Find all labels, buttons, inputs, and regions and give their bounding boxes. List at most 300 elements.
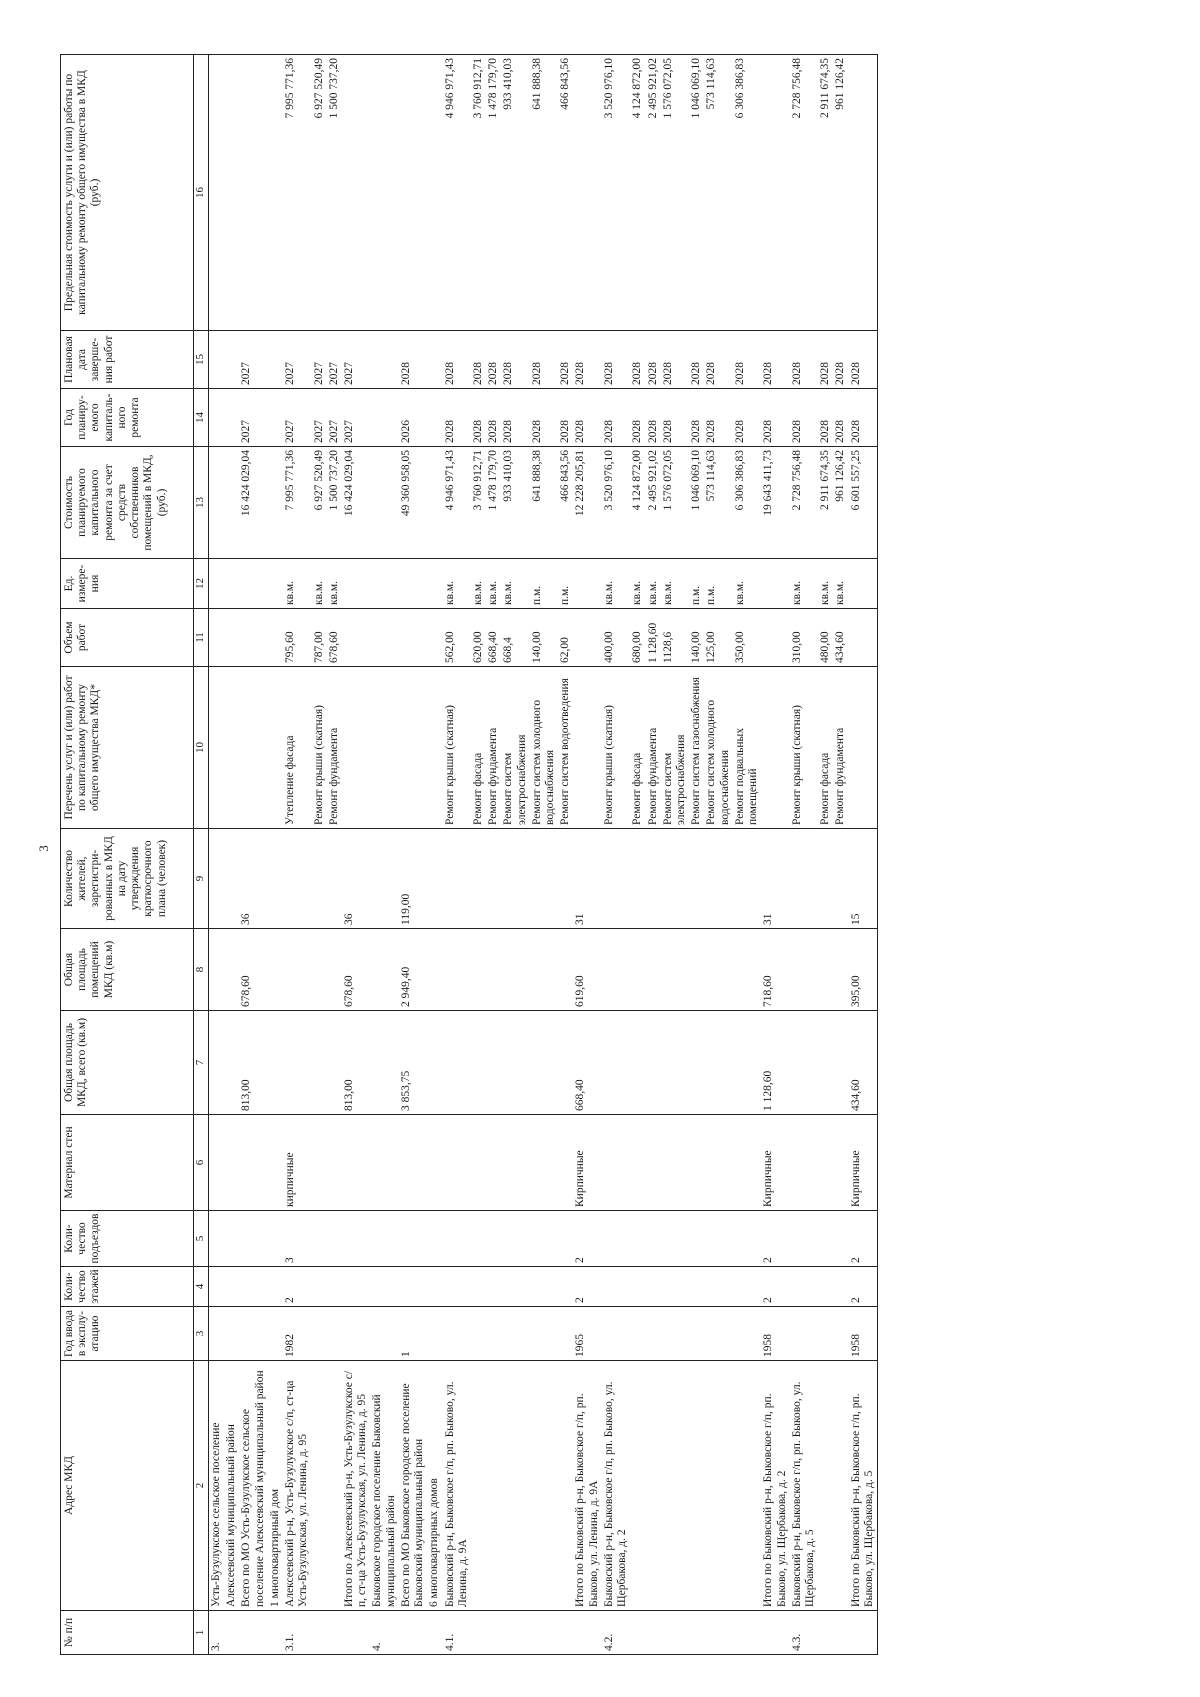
table-cell-col-3: 1965 bbox=[573, 1307, 601, 1361]
table-cell-col-15: 2028 bbox=[689, 331, 704, 389]
table-cell-col-15 bbox=[427, 331, 442, 389]
table-cell-col-9: 31 bbox=[573, 829, 601, 929]
table-cell-col-2: Всего по МО Усть-Бузулукское сельское поселение Алексеевский муниципальный район bbox=[239, 1361, 267, 1611]
table-cell-col-7 bbox=[443, 1011, 471, 1115]
table-cell-col-10 bbox=[370, 667, 398, 829]
table-cell-col-12: кв.м. bbox=[818, 559, 833, 609]
table-cell-col-1 bbox=[661, 1611, 689, 1655]
table-cell-col-10: Ремонт подвальных помещений bbox=[733, 667, 761, 829]
table-cell-col-7 bbox=[602, 1011, 630, 1115]
table-cell-col-6 bbox=[558, 1115, 573, 1211]
table-cell-col-10: Ремонт фасада bbox=[818, 667, 833, 829]
column-header-10: Перечень услуг и (или) работ по капитальному ремонту общего имущества МКД* bbox=[61, 667, 194, 829]
table-cell-col-3 bbox=[501, 1307, 529, 1361]
column-number-16: 16 bbox=[194, 55, 209, 331]
table-cell-col-12: кв.м. bbox=[630, 559, 645, 609]
table-cell-col-14: 2028 bbox=[818, 389, 833, 447]
table-cell-col-9: 31 bbox=[761, 829, 789, 929]
table-cell-col-16: 641 888,38 bbox=[530, 55, 558, 331]
table-cell-col-9 bbox=[646, 829, 661, 929]
column-header-7: Общая площадь МКД, всего (кв.м) bbox=[61, 1011, 194, 1115]
table-cell-col-16 bbox=[399, 55, 427, 331]
table-cell-col-1 bbox=[530, 1611, 558, 1655]
table-cell-col-13: 16 424 029,04 bbox=[342, 447, 370, 559]
column-number-2: 2 bbox=[194, 1361, 209, 1611]
table-cell-col-2: 1 многоквартирный дом bbox=[268, 1361, 283, 1611]
table-cell-col-15: 2027 bbox=[327, 331, 342, 389]
table-cell-col-11 bbox=[573, 609, 601, 667]
table-cell-col-10: Ремонт крыши (скатная) bbox=[602, 667, 630, 829]
table-cell-col-2: Итого по Быковский р-н, Быковское г/п, рп. Быково, ул. Ленина, д. 9А bbox=[573, 1361, 601, 1611]
table-cell-col-10 bbox=[342, 667, 370, 829]
table-cell-col-1 bbox=[558, 1611, 573, 1655]
table-cell-col-10 bbox=[268, 667, 283, 829]
table-cell-col-15: 2028 bbox=[471, 331, 486, 389]
table-cell-col-13 bbox=[209, 447, 225, 559]
table-cell-col-7 bbox=[501, 1011, 529, 1115]
table-cell-col-9 bbox=[268, 829, 283, 929]
table-cell-col-14: 2028 bbox=[661, 389, 689, 447]
table-cell-col-3 bbox=[646, 1307, 661, 1361]
table-cell-col-11 bbox=[427, 609, 442, 667]
table-cell-col-7 bbox=[704, 1011, 732, 1115]
table-cell-col-15: 2028 bbox=[501, 331, 529, 389]
table-row bbox=[761, 55, 789, 1655]
table-cell-col-13: 933 410,03 bbox=[501, 447, 529, 559]
capital-repair-table bbox=[60, 54, 878, 1655]
table-cell-col-4 bbox=[790, 1267, 818, 1307]
table-cell-col-14: 2026 bbox=[399, 389, 427, 447]
table-cell-col-11 bbox=[239, 609, 267, 667]
table-cell-col-11 bbox=[761, 609, 789, 667]
table-row bbox=[209, 55, 225, 1655]
table-cell-col-2: Быковский р-н, Быковское г/п, рп. Быково, ул. Щербакова, д. 2 bbox=[602, 1361, 630, 1611]
table-cell-col-5 bbox=[224, 1211, 239, 1267]
table-cell-col-7: 434,60 bbox=[849, 1011, 878, 1115]
table-cell-col-3: 1982 bbox=[283, 1307, 311, 1361]
table-cell-col-2: Быковское городское поселение Быковский муниципальный район bbox=[370, 1361, 398, 1611]
table-cell-col-12: кв.м. bbox=[327, 559, 342, 609]
table-cell-col-9 bbox=[558, 829, 573, 929]
table-cell-col-2 bbox=[704, 1361, 732, 1611]
table-cell-col-8 bbox=[646, 929, 661, 1011]
table-cell-col-9 bbox=[327, 829, 342, 929]
table-cell-col-12: кв.м. bbox=[646, 559, 661, 609]
table-cell-col-16: 6 927 520,49 bbox=[312, 55, 327, 331]
table-row bbox=[239, 55, 267, 1655]
table-cell-col-15: 2028 bbox=[833, 331, 848, 389]
table-cell-col-15: 2028 bbox=[602, 331, 630, 389]
table-cell-col-10 bbox=[224, 667, 239, 829]
table-cell-col-3 bbox=[558, 1307, 573, 1361]
table-cell-col-7 bbox=[283, 1011, 311, 1115]
table-cell-col-14: 2028 bbox=[443, 389, 471, 447]
table-cell-col-12 bbox=[268, 559, 283, 609]
table-cell-col-2 bbox=[833, 1361, 848, 1611]
table-cell-col-14: 2028 bbox=[501, 389, 529, 447]
table-cell-col-16 bbox=[370, 55, 398, 331]
table-cell-col-10 bbox=[239, 667, 267, 829]
table-cell-col-10: Ремонт фундамента bbox=[833, 667, 848, 829]
table-cell-col-8 bbox=[443, 929, 471, 1011]
table-cell-col-1 bbox=[486, 1611, 501, 1655]
table-cell-col-9 bbox=[209, 829, 225, 929]
table-cell-col-1 bbox=[733, 1611, 761, 1655]
table-cell-col-15: 2028 bbox=[558, 331, 573, 389]
table-cell-col-3 bbox=[239, 1307, 267, 1361]
table-cell-col-16: 2 911 674,35 bbox=[818, 55, 833, 331]
column-header-9: Количество жителей, зарегистри-рованных в МКД на дату утверждения краткосрочного плана (человек) bbox=[61, 829, 194, 929]
table-cell-col-5: 2 bbox=[849, 1211, 878, 1267]
table-cell-col-3 bbox=[486, 1307, 501, 1361]
table-cell-col-4 bbox=[224, 1267, 239, 1307]
table-cell-col-1 bbox=[501, 1611, 529, 1655]
column-number-5: 5 bbox=[194, 1211, 209, 1267]
table-row bbox=[399, 55, 427, 1655]
table-cell-col-6 bbox=[342, 1115, 370, 1211]
table-cell-col-10: Ремонт крыши (скатная) bbox=[312, 667, 327, 829]
table-row bbox=[342, 55, 370, 1655]
table-cell-col-7: 813,00 bbox=[239, 1011, 267, 1115]
table-cell-col-4 bbox=[399, 1267, 427, 1307]
table-cell-col-3 bbox=[689, 1307, 704, 1361]
table-cell-col-2 bbox=[558, 1361, 573, 1611]
table-cell-col-14 bbox=[209, 389, 225, 447]
table-cell-col-6 bbox=[646, 1115, 661, 1211]
table-cell-col-14: 2028 bbox=[704, 389, 732, 447]
table-cell-col-10: Ремонт фасада bbox=[630, 667, 645, 829]
table-cell-col-4 bbox=[501, 1267, 529, 1307]
table-cell-col-11: 400,00 bbox=[602, 609, 630, 667]
table-cell-col-11: 1 128,60 bbox=[646, 609, 661, 667]
table-cell-col-8 bbox=[790, 929, 818, 1011]
table-cell-col-8 bbox=[471, 929, 486, 1011]
column-number-1: 1 bbox=[194, 1611, 209, 1655]
table-cell-col-15: 2027 bbox=[312, 331, 327, 389]
table-cell-col-4 bbox=[733, 1267, 761, 1307]
table-cell-col-16: 7 995 771,36 bbox=[283, 55, 311, 331]
table-cell-col-4 bbox=[646, 1267, 661, 1307]
table-cell-col-1 bbox=[630, 1611, 645, 1655]
table-cell-col-10: Ремонт фундамента bbox=[327, 667, 342, 829]
column-number-10: 10 bbox=[194, 667, 209, 829]
table-cell-col-5 bbox=[327, 1211, 342, 1267]
table-cell-col-11: 620,00 bbox=[471, 609, 486, 667]
table-cell-col-4 bbox=[530, 1267, 558, 1307]
table-cell-col-11: 62,00 bbox=[558, 609, 573, 667]
table-cell-col-3 bbox=[209, 1307, 225, 1361]
table-cell-col-12: кв.м. bbox=[443, 559, 471, 609]
table-cell-col-6 bbox=[312, 1115, 327, 1211]
column-header-16: Предельная стоимость услуги и (или) работы по капитальному ремонту общего имущества в МКД (руб.) bbox=[61, 55, 194, 331]
table-cell-col-13: 4 124 872,00 bbox=[630, 447, 645, 559]
table-cell-col-9: 36 bbox=[342, 829, 370, 929]
table-cell-col-4 bbox=[312, 1267, 327, 1307]
table-cell-col-7 bbox=[224, 1011, 239, 1115]
table-cell-col-13: 6 601 557,25 bbox=[849, 447, 878, 559]
table-cell-col-2: Итого по Алексеевский р-н, Усть-Бузулукское с/п, ст-ца Усть-Бузулукская, ул. Ленина, д. 95 bbox=[342, 1361, 370, 1611]
table-cell-col-1 bbox=[704, 1611, 732, 1655]
table-cell-col-11: 795,60 bbox=[283, 609, 311, 667]
table-cell-col-11 bbox=[209, 609, 225, 667]
table-cell-col-13: 2 728 756,48 bbox=[790, 447, 818, 559]
table-cell-col-16: 933 410,03 bbox=[501, 55, 529, 331]
table-cell-col-13 bbox=[427, 447, 442, 559]
table-cell-col-2: Всего по МО Быковское городское поселение Быковский муниципальный район bbox=[399, 1361, 427, 1611]
table-cell-col-12 bbox=[239, 559, 267, 609]
table-cell-col-2 bbox=[733, 1361, 761, 1611]
table-cell-col-9 bbox=[486, 829, 501, 929]
table-cell-col-6 bbox=[427, 1115, 442, 1211]
table-cell-col-15: 2028 bbox=[486, 331, 501, 389]
table-cell-col-7 bbox=[427, 1011, 442, 1115]
table-cell-col-1 bbox=[342, 1611, 370, 1655]
column-header-3: Год ввода в эксплу-атацию bbox=[61, 1307, 194, 1361]
table-cell-col-4 bbox=[370, 1267, 398, 1307]
table-cell-col-5 bbox=[268, 1211, 283, 1267]
table-cell-col-2: Алексеевский муниципальный район bbox=[224, 1361, 239, 1611]
table-cell-col-3 bbox=[443, 1307, 471, 1361]
table-cell-col-7 bbox=[733, 1011, 761, 1115]
table-cell-col-7 bbox=[833, 1011, 848, 1115]
table-cell-col-6 bbox=[268, 1115, 283, 1211]
table-cell-col-12 bbox=[573, 559, 601, 609]
table-cell-col-3 bbox=[327, 1307, 342, 1361]
table-cell-col-10: Утепление фасада bbox=[283, 667, 311, 829]
table-cell-col-9 bbox=[530, 829, 558, 929]
table-cell-col-13: 19 643 411,73 bbox=[761, 447, 789, 559]
table-cell-col-4 bbox=[239, 1267, 267, 1307]
table-cell-col-1 bbox=[646, 1611, 661, 1655]
table-cell-col-11 bbox=[399, 609, 427, 667]
table-cell-col-4 bbox=[661, 1267, 689, 1307]
table-cell-col-13: 12 228 205,81 bbox=[573, 447, 601, 559]
table-cell-col-15 bbox=[268, 331, 283, 389]
table-cell-col-14: 2027 bbox=[283, 389, 311, 447]
table-cell-col-12: кв.м. bbox=[471, 559, 486, 609]
column-number-3: 3 bbox=[194, 1307, 209, 1361]
table-cell-col-10: Ремонт систем газоснабжения bbox=[689, 667, 704, 829]
table-cell-col-13: 16 424 029,04 bbox=[239, 447, 267, 559]
table-cell-col-1 bbox=[573, 1611, 601, 1655]
table-cell-col-13: 3 760 912,71 bbox=[471, 447, 486, 559]
table-cell-col-8 bbox=[558, 929, 573, 1011]
table-cell-col-4 bbox=[486, 1267, 501, 1307]
table-cell-col-13: 4 946 971,43 bbox=[443, 447, 471, 559]
table-cell-col-11: 668,40 bbox=[486, 609, 501, 667]
table-cell-col-10 bbox=[849, 667, 878, 829]
table-cell-col-5 bbox=[501, 1211, 529, 1267]
table-cell-col-2 bbox=[530, 1361, 558, 1611]
table-cell-col-9 bbox=[704, 829, 732, 929]
table-cell-col-14: 2027 bbox=[342, 389, 370, 447]
column-number-4: 4 bbox=[194, 1267, 209, 1307]
table-cell-col-1 bbox=[471, 1611, 486, 1655]
table-cell-col-8: 619,60 bbox=[573, 929, 601, 1011]
table-cell-col-10: Ремонт систем холодного водоснабжения bbox=[704, 667, 732, 829]
table-cell-col-16: 6 306 386,83 bbox=[733, 55, 761, 331]
table-cell-col-7 bbox=[486, 1011, 501, 1115]
table-cell-col-10: Ремонт систем водоотведения bbox=[558, 667, 573, 829]
table-cell-col-11: 562,00 bbox=[443, 609, 471, 667]
table-cell-col-13 bbox=[370, 447, 398, 559]
table-cell-col-10: Ремонт фасада bbox=[471, 667, 486, 829]
table-cell-col-9 bbox=[471, 829, 486, 929]
table-cell-col-1: 4.3. bbox=[790, 1611, 818, 1655]
table-cell-col-7 bbox=[471, 1011, 486, 1115]
table-cell-col-1: 4.1. bbox=[443, 1611, 471, 1655]
table-cell-col-10: Ремонт крыши (скатная) bbox=[790, 667, 818, 829]
table-cell-col-6 bbox=[630, 1115, 645, 1211]
table-cell-col-12 bbox=[370, 559, 398, 609]
column-number-9: 9 bbox=[194, 829, 209, 929]
table-cell-col-11: 350,00 bbox=[733, 609, 761, 667]
table-cell-col-2: Быковский р-н, Быковское г/п, рп. Быково, ул. Ленина, д. 9А bbox=[443, 1361, 471, 1611]
table-cell-col-16 bbox=[224, 55, 239, 331]
table-cell-col-8 bbox=[818, 929, 833, 1011]
table-cell-col-3 bbox=[833, 1307, 848, 1361]
table-cell-col-2 bbox=[486, 1361, 501, 1611]
column-header-12: Ед. измере-ния bbox=[61, 559, 194, 609]
table-cell-col-3 bbox=[427, 1307, 442, 1361]
table-cell-col-5 bbox=[312, 1211, 327, 1267]
column-header-5: Коли-чество подъездов bbox=[61, 1211, 194, 1267]
table-cell-col-13: 2 911 674,35 bbox=[818, 447, 833, 559]
table-cell-col-12 bbox=[399, 559, 427, 609]
table-cell-col-12 bbox=[224, 559, 239, 609]
table-cell-col-6 bbox=[486, 1115, 501, 1211]
table-cell-col-9 bbox=[427, 829, 442, 929]
table-cell-col-11: 480,00 bbox=[818, 609, 833, 667]
table-cell-col-13: 1 500 737,20 bbox=[327, 447, 342, 559]
table-cell-col-11: 140,00 bbox=[689, 609, 704, 667]
table-cell-col-8 bbox=[689, 929, 704, 1011]
table-cell-col-4 bbox=[602, 1267, 630, 1307]
table-cell-col-1 bbox=[689, 1611, 704, 1655]
table-cell-col-9: 119,00 bbox=[399, 829, 427, 929]
table-cell-col-2 bbox=[312, 1361, 327, 1611]
table-cell-col-7 bbox=[268, 1011, 283, 1115]
table-cell-col-4 bbox=[327, 1267, 342, 1307]
table-cell-col-8 bbox=[630, 929, 645, 1011]
table-cell-col-1 bbox=[761, 1611, 789, 1655]
table-cell-col-1 bbox=[312, 1611, 327, 1655]
table-cell-col-14 bbox=[224, 389, 239, 447]
table-cell-col-5 bbox=[370, 1211, 398, 1267]
table-cell-col-15: 2028 bbox=[790, 331, 818, 389]
table-cell-col-6: Кирпичные bbox=[849, 1115, 878, 1211]
table-cell-col-14: 2028 bbox=[689, 389, 704, 447]
table-cell-col-2: Усть-Бузулукское сельское поселение bbox=[209, 1361, 225, 1611]
table-cell-col-14: 2028 bbox=[602, 389, 630, 447]
table-cell-col-3 bbox=[602, 1307, 630, 1361]
table-cell-col-14: 2028 bbox=[558, 389, 573, 447]
table-row bbox=[661, 55, 689, 1655]
table-cell-col-13: 641 888,38 bbox=[530, 447, 558, 559]
table-cell-col-11: 668,4 bbox=[501, 609, 529, 667]
table-row bbox=[630, 55, 645, 1655]
table-cell-col-16: 466 843,56 bbox=[558, 55, 573, 331]
table-cell-col-3 bbox=[818, 1307, 833, 1361]
table-cell-col-14: 2027 bbox=[327, 389, 342, 447]
table-cell-col-11: 125,00 bbox=[704, 609, 732, 667]
table-cell-col-7: 813,00 bbox=[342, 1011, 370, 1115]
table-cell-col-5: 3 bbox=[283, 1211, 311, 1267]
table-cell-col-1: 4.2. bbox=[602, 1611, 630, 1655]
table-cell-col-10: Ремонт фундамента bbox=[646, 667, 661, 829]
table-cell-col-15: 2028 bbox=[733, 331, 761, 389]
table-cell-col-15 bbox=[224, 331, 239, 389]
table-cell-col-7 bbox=[327, 1011, 342, 1115]
table-cell-col-8 bbox=[312, 929, 327, 1011]
table-cell-col-8: 678,60 bbox=[342, 929, 370, 1011]
table-cell-col-6: Кирпичные bbox=[573, 1115, 601, 1211]
table-cell-col-10 bbox=[399, 667, 427, 829]
table-cell-col-2 bbox=[327, 1361, 342, 1611]
table-row bbox=[501, 55, 529, 1655]
table-row bbox=[312, 55, 327, 1655]
table-cell-col-4 bbox=[689, 1267, 704, 1307]
table-cell-col-6 bbox=[602, 1115, 630, 1211]
table-cell-col-3 bbox=[342, 1307, 370, 1361]
table-cell-col-6 bbox=[818, 1115, 833, 1211]
table-cell-col-2 bbox=[501, 1361, 529, 1611]
table-cell-col-13 bbox=[224, 447, 239, 559]
table-cell-col-5 bbox=[209, 1211, 225, 1267]
table-cell-col-7 bbox=[370, 1011, 398, 1115]
table-cell-col-3: 1958 bbox=[849, 1307, 878, 1361]
table-cell-col-13: 6 306 386,83 bbox=[733, 447, 761, 559]
table-cell-col-15: 2028 bbox=[399, 331, 427, 389]
table-cell-col-15: 2028 bbox=[573, 331, 601, 389]
table-cell-col-14: 2028 bbox=[790, 389, 818, 447]
table-row bbox=[283, 55, 311, 1655]
table-cell-col-2: Итого по Быковский р-н, Быковское г/п, рп. Быково, ул. Щербакова, д. 5 bbox=[849, 1361, 878, 1611]
table-cell-col-6 bbox=[689, 1115, 704, 1211]
table-cell-col-5 bbox=[342, 1211, 370, 1267]
table-cell-col-13: 7 995 771,36 bbox=[283, 447, 311, 559]
table-cell-col-6 bbox=[501, 1115, 529, 1211]
table-cell-col-8 bbox=[224, 929, 239, 1011]
table-row bbox=[224, 55, 239, 1655]
table-cell-col-12 bbox=[761, 559, 789, 609]
table-cell-col-16 bbox=[849, 55, 878, 331]
table-cell-col-15: 2028 bbox=[443, 331, 471, 389]
table-cell-col-12: кв.м. bbox=[661, 559, 689, 609]
table-cell-col-15: 2028 bbox=[761, 331, 789, 389]
table-cell-col-8 bbox=[733, 929, 761, 1011]
column-header-14: Год планиру-емого капиталь-ного ремонта bbox=[61, 389, 194, 447]
table-row bbox=[704, 55, 732, 1655]
table-cell-col-5 bbox=[689, 1211, 704, 1267]
table-cell-col-14: 2027 bbox=[239, 389, 267, 447]
column-number-13: 13 bbox=[194, 447, 209, 559]
table-cell-col-6: кирпичные bbox=[283, 1115, 311, 1211]
table-cell-col-7 bbox=[661, 1011, 689, 1115]
table-cell-col-8 bbox=[370, 929, 398, 1011]
table-cell-col-7: 3 853,75 bbox=[399, 1011, 427, 1115]
column-header-15: Плановая дата заверше-ния работ bbox=[61, 331, 194, 389]
table-cell-col-7 bbox=[630, 1011, 645, 1115]
table-cell-col-6 bbox=[530, 1115, 558, 1211]
table-cell-col-4 bbox=[558, 1267, 573, 1307]
table-cell-col-7 bbox=[530, 1011, 558, 1115]
table-cell-col-12: п.м. bbox=[704, 559, 732, 609]
table-cell-col-14 bbox=[427, 389, 442, 447]
table-cell-col-6 bbox=[209, 1115, 225, 1211]
table-cell-col-4 bbox=[427, 1267, 442, 1307]
table-cell-col-3 bbox=[471, 1307, 486, 1361]
